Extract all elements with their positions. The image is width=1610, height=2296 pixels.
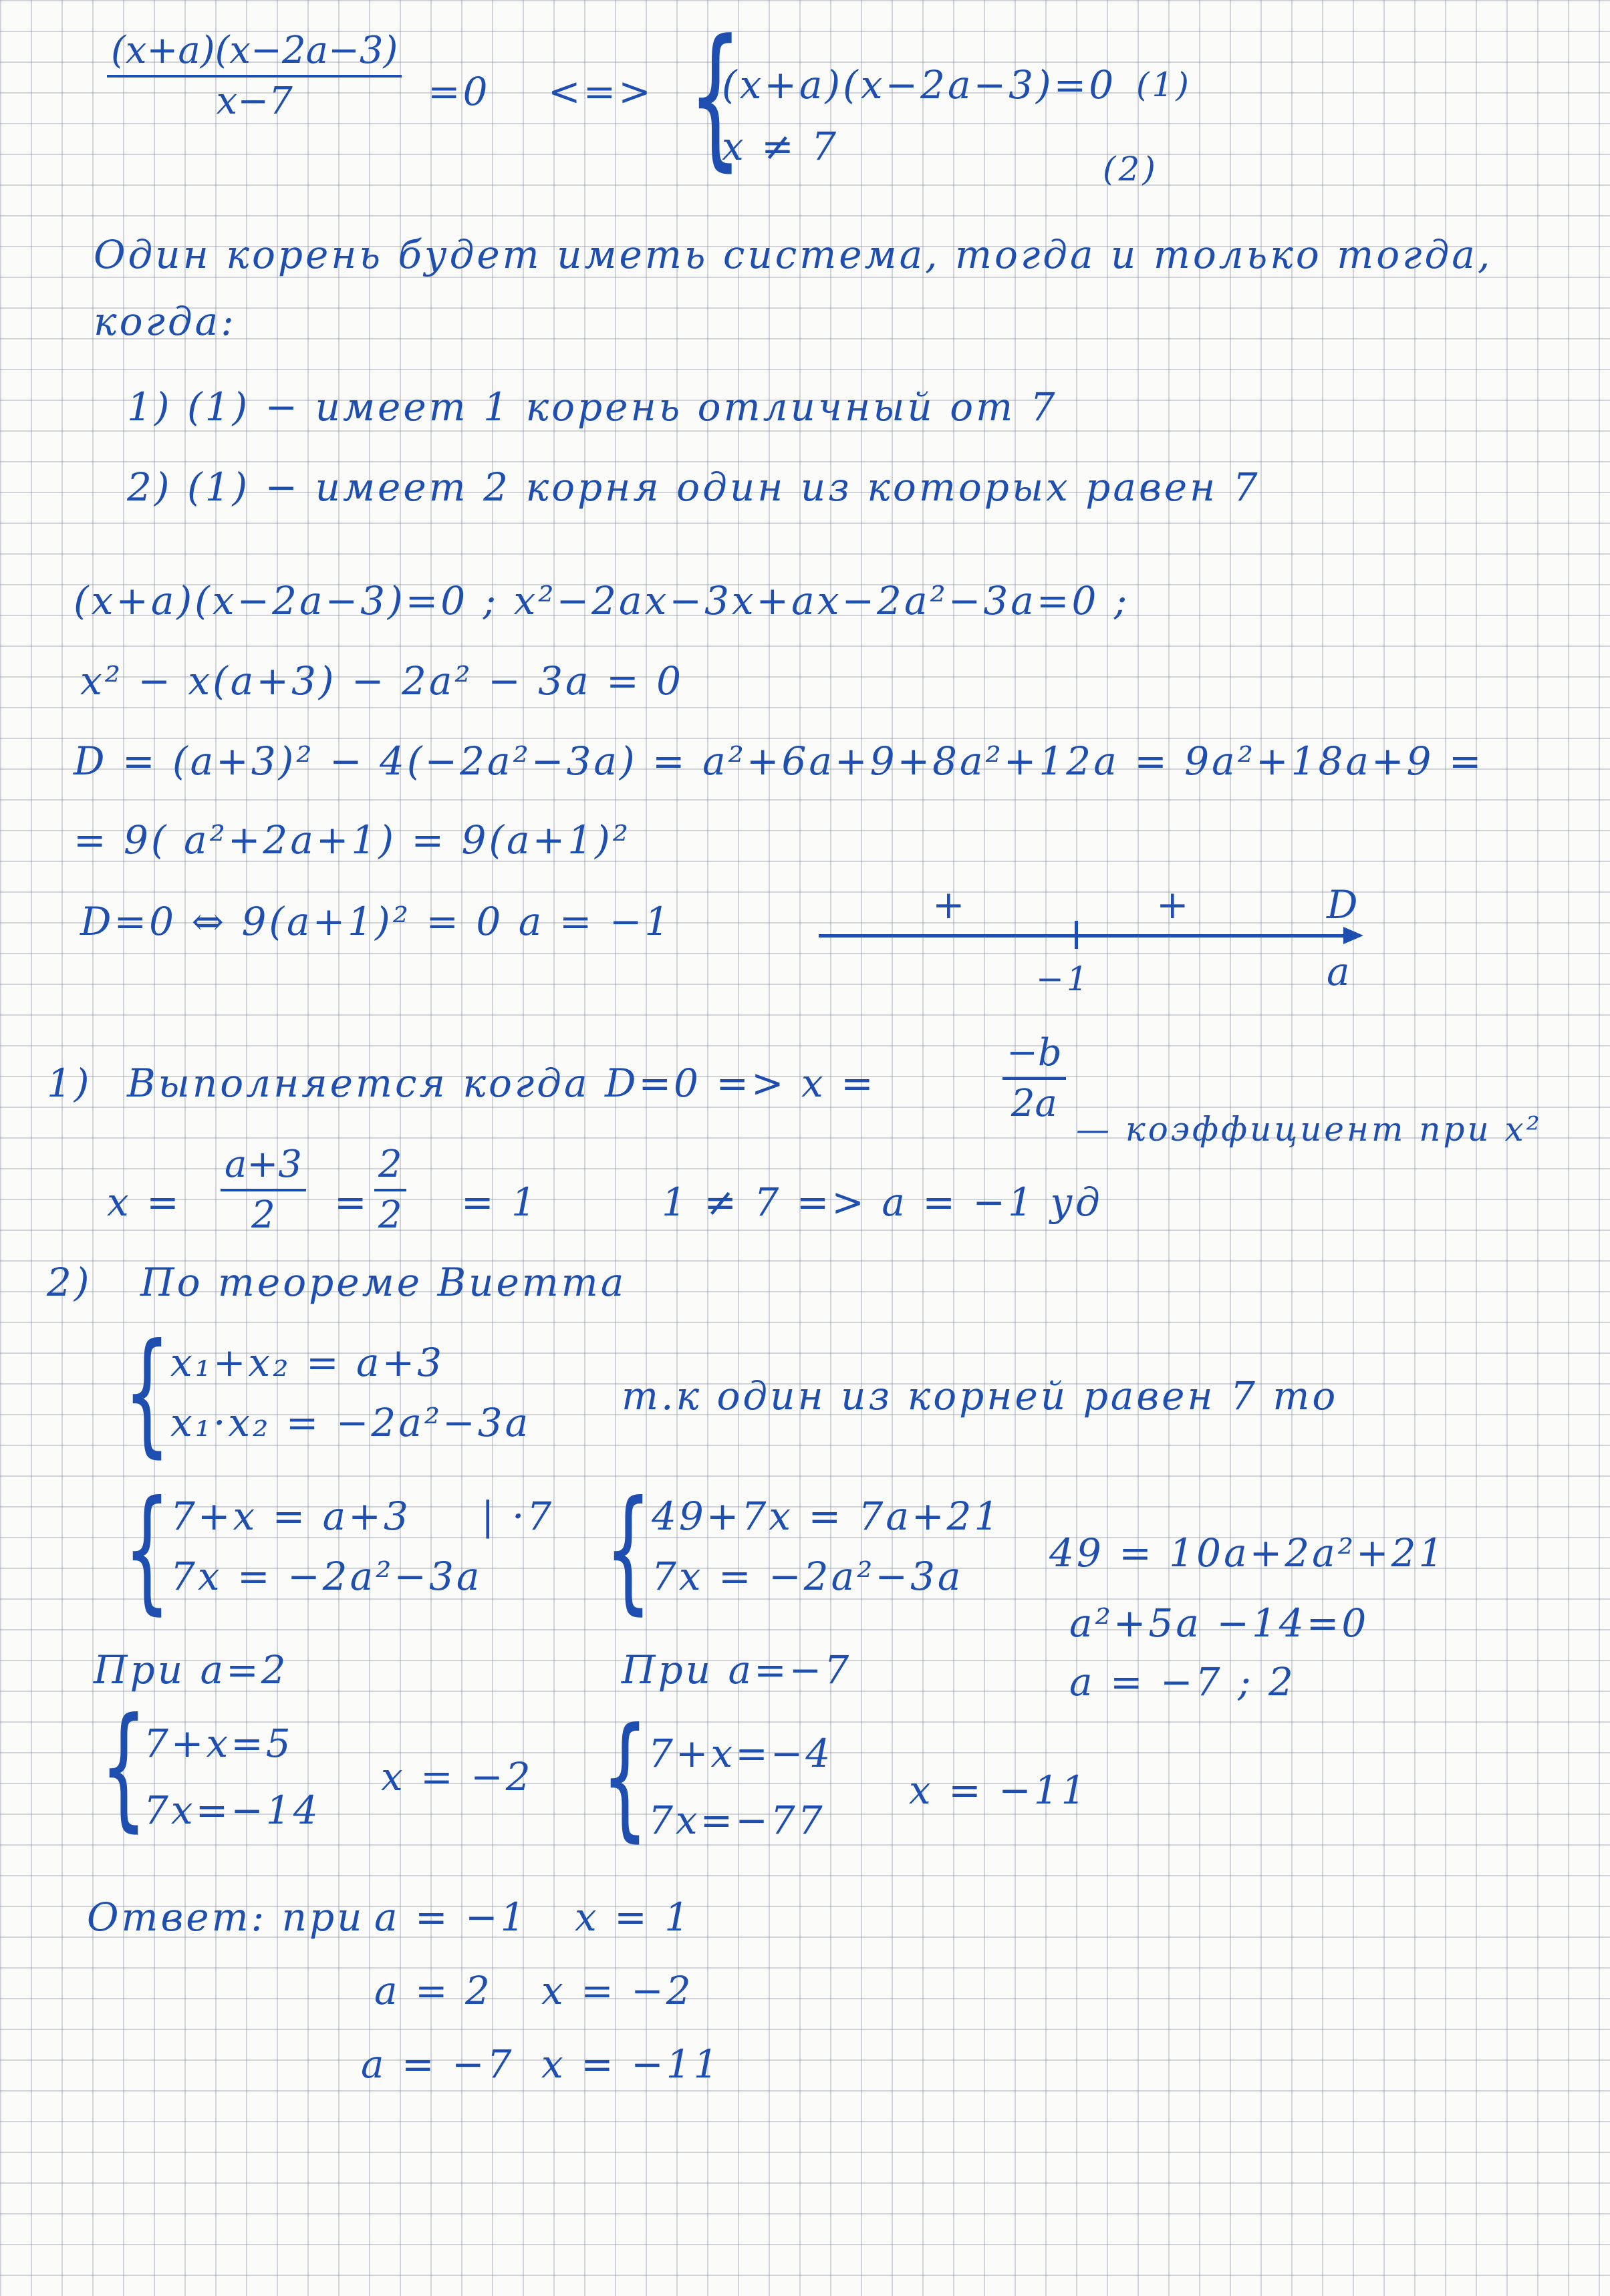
axis-point-label: −1 [1036,960,1091,998]
when-a-2: При a=2 [94,1647,289,1693]
answer-x-1: x = 1 [575,1894,692,1940]
system-mark-2: (2) [1103,150,1158,188]
answer-a-2: a = 2 [374,1968,493,2013]
number-axis [819,934,1347,938]
case1-note: — коэффициент при x² [1076,1110,1542,1149]
sys2-line-2: 7x = −2a²−3a [652,1554,964,1599]
fraction-denominator: x−7 [216,80,293,123]
vieta-sum: x₁+x₂ = a+3 [170,1340,445,1385]
sign-left: + [932,882,968,927]
sys1-line-2: 7x = −2a²−3a [170,1554,483,1599]
intro-line-1: Один корень будет иметь система, тогда и только тогда, [94,232,1493,277]
case1-text: Выполняется когда D=0 => x = [127,1060,876,1106]
main-equation-fraction [107,29,402,123]
a7-line-2: 7x=−77 [648,1798,825,1843]
derivation-line-3: D = (a+3)² − 4(−2a²−3a) = a²+6a+9+8a²+12a = 9a²+18a+9 = [74,738,1484,784]
sys2-line-1: 49+7x = 7a+21 [652,1493,1002,1539]
intro-case-2: 2) (1) − имеет 2 корня один из которых равен 7 [127,464,1260,510]
vieta-brace: { [124,1315,170,1471]
answer-x-3: x = −11 [541,2041,721,2087]
derivation-line-5: D=0 ⇔ 9(a+1)² = 0 a = −1 [80,899,672,944]
system-line-1: (x+a)(x−2a−3)=0 [722,62,1117,108]
case1-calc-fraction-2: $\frac{2}{2}$ [374,1146,406,1234]
case2-since: т.к один из корней равен 7 то [622,1373,1339,1419]
intro-line-2: когда: [94,299,237,344]
system-line-2: x ≠ 7 [722,124,839,169]
system-mark-1: (1) [1136,65,1192,104]
case2-title: По теореме Виетта [140,1260,627,1305]
vieta-product: x₁·x₂ = −2a²−3a [170,1400,531,1445]
sign-right: + [1156,882,1192,927]
answer-x-2: x = −2 [541,1968,694,2013]
system-brace: { [688,7,743,186]
a2-brace: { [100,1689,147,1845]
answer-label: Ответ: при [87,1894,365,1940]
fraction-numerator: (x+a)(x−2a−3) [107,32,402,78]
derivation-line-4: = 9( a²+2a+1) = 9(a+1)² [74,817,631,863]
a2-line-1: 7+x=5 [144,1721,293,1766]
answer-a-1: a = −1 [374,1894,528,1940]
case1-calc-eq: = [334,1179,370,1225]
derivation-line-2: x² − x(a+3) − 2a² − 3a = 0 [80,658,684,704]
quadratic-line-2: a²+5a −14=0 [1069,1600,1369,1646]
case1-calc-x: x = [107,1179,182,1225]
quadratic-roots: a = −7 ; 2 [1069,1659,1296,1705]
axis-tick-mark [1075,921,1078,949]
case2-label: 2) [47,1260,92,1305]
when-a-minus-7: При a=−7 [622,1647,852,1693]
sys1-multiplier: | ·7 [481,1493,555,1539]
a2-result: x = −2 [381,1754,533,1800]
derivation-line-1: (x+a)(x−2a−3)=0 ; x²−2ax−3x+ax−2a²−3a=0 ; [74,578,1130,623]
sys1-brace: { [124,1472,170,1628]
case1-label: 1) [47,1060,92,1106]
sys2-brace: { [605,1472,652,1628]
sys1-line-1: 7+x = a+3 [170,1493,411,1539]
intro-case-1: 1) (1) − имеет 1 корень отличный от 7 [127,384,1058,430]
quadratic-line-1: 49 = 10a+2a²+21 [1049,1530,1446,1576]
axis-var-bottom: a [1327,949,1353,994]
a7-brace: { [601,1699,648,1855]
case1-calc-result: = 1 [461,1179,539,1225]
vertex-fraction: $\frac{-b}{2a}$ [1002,1034,1066,1123]
axis-var-top: D [1327,882,1361,927]
case1-calc-fraction: $\frac{a+3}{2}$ [221,1146,306,1234]
equivalence-arrow: <=> [548,69,654,114]
a2-line-2: 7x=−14 [144,1787,321,1833]
answer-a-3: a = −7 [361,2041,515,2087]
a7-result: x = −11 [909,1767,1089,1813]
case1-conclusion: 1 ≠ 7 => a = −1 уд [662,1179,1103,1225]
arrow-icon [1343,927,1363,944]
equals-zero: =0 [428,69,491,114]
a7-line-1: 7+x=−4 [648,1731,833,1776]
